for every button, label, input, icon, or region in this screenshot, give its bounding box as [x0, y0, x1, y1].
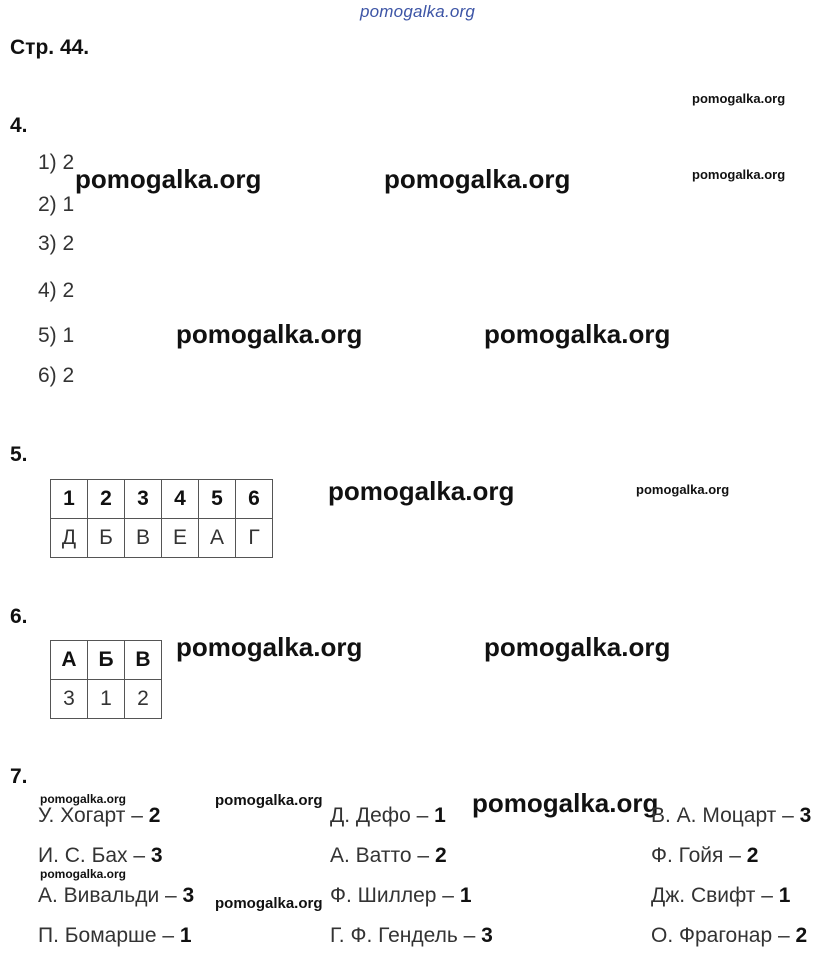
task6-table: [50, 640, 162, 719]
watermark: pomogalka.org: [215, 895, 323, 912]
watermark: pomogalka.org: [484, 319, 671, 349]
task4-answer: 1) 2: [38, 151, 75, 174]
list-item: И. С. Бах – 3: [38, 844, 163, 867]
list-item: О. Фрагонар – 2: [651, 924, 808, 947]
table-cell: 1: [88, 680, 125, 719]
watermark: pomogalka.org: [75, 164, 262, 194]
watermark: pomogalka.org: [692, 91, 786, 106]
table-cell: В: [125, 519, 162, 558]
watermark: pomogalka.org: [215, 792, 323, 809]
list-item: Ф. Шиллер – 1: [330, 884, 472, 907]
table-header-cell: 1: [51, 480, 88, 519]
watermark: pomogalka.org: [176, 319, 363, 349]
list-item: Ф. Гойя – 2: [651, 844, 759, 867]
table-cell: Б: [88, 519, 125, 558]
list-item: Г. Ф. Гендель – 3: [330, 924, 493, 947]
top-watermark: pomogalka.org: [360, 2, 476, 21]
task4-answer: 2) 1: [38, 193, 75, 216]
watermark: pomogalka.org: [176, 632, 363, 662]
watermark: pomogalka.org: [384, 164, 571, 194]
table-header-cell: 3: [125, 480, 162, 519]
watermark: pomogalka.org: [40, 867, 127, 881]
list-item: У. Хогарт – 2: [38, 804, 161, 827]
table-cell: 3: [51, 680, 88, 719]
watermark: pomogalka.org: [692, 167, 786, 182]
table-header-cell: 5: [199, 480, 236, 519]
table-header-cell: А: [51, 641, 88, 680]
task5-table: [50, 479, 273, 558]
table-cell: Д: [51, 519, 88, 558]
watermark: pomogalka.org: [484, 632, 671, 662]
list-item: П. Бомарше – 1: [38, 924, 192, 947]
task4-answer: 6) 2: [38, 364, 75, 387]
list-item: А. Ватто – 2: [330, 844, 447, 867]
table-header-cell: 4: [162, 480, 199, 519]
watermark: pomogalka.org: [40, 792, 127, 806]
table-header-cell: 6: [236, 480, 273, 519]
list-item: А. Вивальди – 3: [38, 884, 195, 907]
task4-answer: 4) 2: [38, 279, 75, 302]
page-title: Стр. 44.: [10, 36, 90, 59]
task4-answer: 5) 1: [38, 324, 75, 347]
table-cell: Е: [162, 519, 199, 558]
watermark: pomogalka.org: [636, 482, 730, 497]
task7-number: 7.: [10, 765, 28, 788]
watermark: pomogalka.org: [328, 476, 515, 506]
task4-answer: 3) 2: [38, 232, 75, 255]
list-item: В. А. Моцарт – 3: [651, 804, 812, 827]
task4-number: 4.: [10, 114, 28, 137]
table-header-cell: 2: [88, 480, 125, 519]
watermark: pomogalka.org: [472, 788, 659, 818]
task5-number: 5.: [10, 443, 28, 466]
task6-number: 6.: [10, 605, 28, 628]
table-header-cell: Б: [88, 641, 125, 680]
table-cell: А: [199, 519, 236, 558]
table-cell: Г: [236, 519, 273, 558]
table-cell: 2: [125, 680, 162, 719]
list-item: Д. Дефо – 1: [330, 804, 446, 827]
table-header-cell: В: [125, 641, 162, 680]
list-item: Дж. Свифт – 1: [651, 884, 791, 907]
